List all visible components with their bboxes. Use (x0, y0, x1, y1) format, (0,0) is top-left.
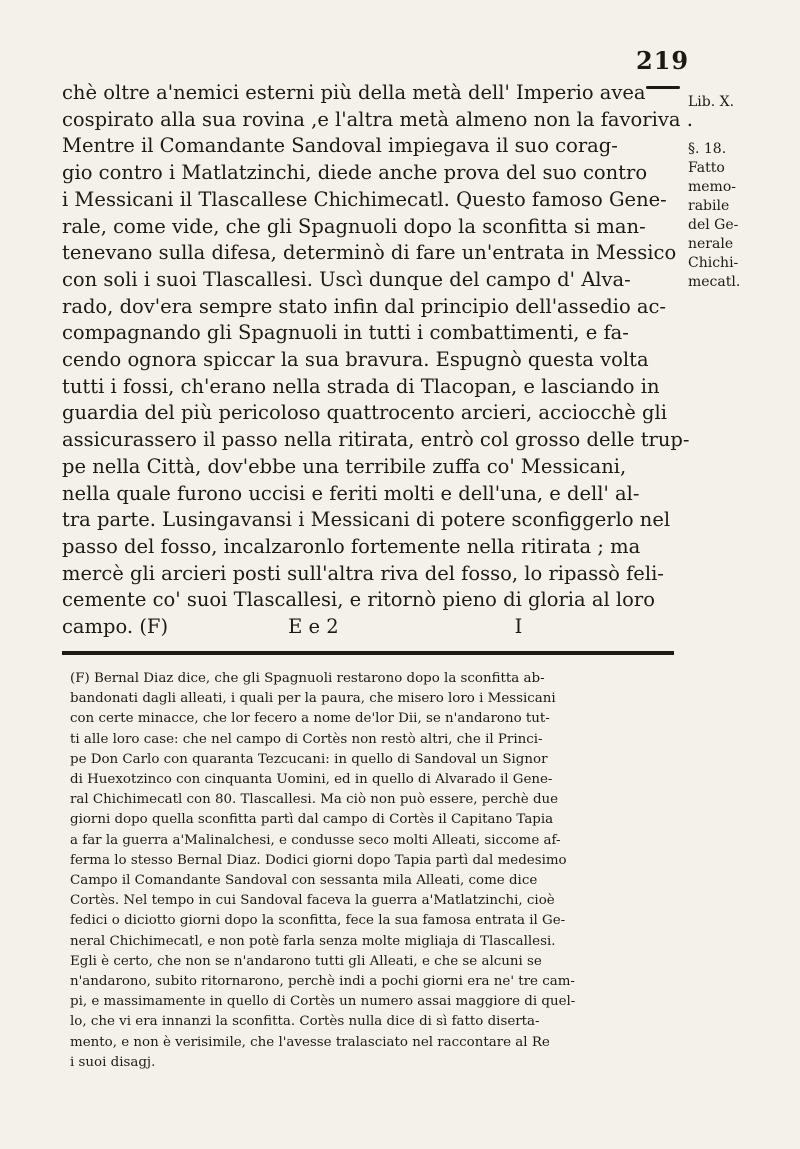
footnote-line: Campo il Comandante Sandoval con sessanta mila Alleati, come dice (70, 873, 538, 889)
margin-note: Fatto (688, 160, 725, 176)
footnote-line: ti alle loro case: che nel campo di Cortès non restò altri, che il Princi- (70, 731, 543, 747)
footnote-line: pi, e massimamente in quello di Cortès un numero assai maggiore di quel- (70, 994, 576, 1010)
signature-mark-2: I (514, 615, 523, 639)
text-line: chè oltre a'nemici esterni più della metà dell' Imperio avea (62, 81, 646, 104)
footnote-line: ferma lo stesso Bernal Diaz. Dodici giorni dopo Tapia partì dal medesimo (70, 852, 567, 868)
footnote-line: a far la guerra a'Malinalchesi, e condusse seco molti Alleati, siccome af- (70, 832, 561, 848)
footnote-line: di Huexotzinco con cinquanta Uomini, ed in quello di Alvarado il Gene- (70, 772, 553, 788)
footnote-line: ral Chichimecatl con 80. Tlascallesi. Ma ciò non può essere, perchè due (70, 792, 559, 808)
footnote-line: neral Chichimecatl, e non potè farla senza molte migliaja di Tlascallesi. (70, 933, 556, 949)
footnote-divider (62, 651, 674, 655)
footnote-line: con certe minacce, che lor fecero a nome de'lor Dii, se n'andarono tut- (70, 711, 550, 727)
text-line: rado, dov'era sempre stato infin dal principio dell'assedio ac- (62, 294, 667, 318)
text-line: cemente co' suoi Tlascallesi, e ritornò pieno di gloria al loro (62, 588, 655, 612)
page-number: 219 (636, 46, 690, 75)
main-text (62, 80, 693, 641)
footnote (70, 669, 676, 1073)
text-line: cospirato alla sua rovina ,e l'altra metà almeno non la favoriva . (62, 107, 693, 131)
text-line: cendo ognora spiccar la sua bravura. Espugnò questa volta (62, 348, 649, 372)
footnote-line: fedici o diciotto giorni dopo la sconfitta, fece la sua famosa entrata il Ge- (70, 913, 566, 929)
text-line: compagnando gli Spagnuoli in tutti i combattimenti, e fa- (62, 321, 629, 345)
footnote-line: i suoi disagj. (70, 1054, 156, 1070)
text-line-last (62, 614, 687, 641)
text-line: i Messicani il Tlascallese Chichimecatl. Questo famoso Gene- (62, 187, 667, 211)
text-line: Mentre il Comandante Sandoval impiegava il suo corag- (62, 134, 618, 158)
text-line: gio contro i Matlatzinchi, diede anche prova del suo contro (62, 161, 648, 185)
text-line: tutti i fossi, ch'erano nella strada di Tlacopan, e lasciando in (62, 374, 660, 398)
text-line: tra parte. Lusingavansi i Messicani di potere sconfiggerlo nel (62, 508, 671, 532)
signature-mark: E e 2 (288, 615, 339, 639)
margin-note: memo- (688, 179, 736, 195)
margin-note: Lib. X. (688, 94, 735, 110)
margin-note: del Ge- (688, 217, 739, 233)
text-line: nella quale furono uccisi e feriti molti e dell'una, e dell' al- (62, 481, 640, 505)
footnote-line: bandonati dagli alleati, i quali per la paura, che misero loro i Messicani (70, 691, 556, 707)
text-line: tenevano sulla difesa, determinò di fare un'entrata in Messico (62, 241, 677, 265)
margin-note: §. 18. (688, 141, 727, 157)
text-line: mercè gli arcieri posti sull'altra riva del fosso, lo ripassò feli- (62, 561, 664, 585)
footnote-line: (F) Bernal Diaz dice, che gli Spagnuoli restarono dopo la sconfitta ab- (70, 671, 545, 686)
text-line: con soli i suoi Tlascallesi. Uscì dunque del campo d' Alva- (62, 267, 631, 291)
margin-note: nerale (688, 236, 734, 252)
text-line: guardia del più pericoloso quattrocento arcieri, acciocchè gli (62, 401, 667, 425)
text-line: passo del fosso, incalzaronlo fortemente nella ritirata ; ma (62, 534, 641, 558)
last-line-text: campo. (F) (62, 615, 169, 639)
footnote-line: giorni dopo quella sconfitta partì dal campo di Cortès il Capitano Tapia (70, 812, 554, 828)
footnote-line: Egli è certo, che non se n'andarono tutti gli Alleati, e che se alcuni se (70, 953, 542, 969)
footnote-line: pe Don Carlo con quaranta Tezcucani: in quello di Sandoval un Signor (70, 751, 548, 767)
footnote-line: n'andarono, subito ritornarono, perchè indi a pochi giorni era ne' tre cam- (70, 974, 575, 990)
text-line: assicurassero il passo nella ritirata, entrò col grosso delle trup- (62, 428, 690, 452)
footnote-line: Cortès. Nel tempo in cui Sandoval faceva la guerra a'Matlatzinchi, cioè (70, 893, 555, 909)
margin-notes (688, 93, 798, 292)
footnote-line: mento, e non è verisimile, che l'avesse tralasciato nel raccontare al Re (70, 1034, 550, 1050)
footnote-line: lo, che vi era innanzi la sconfitta. Cortès nulla dice di sì fatto diserta- (70, 1014, 540, 1030)
margin-note: rabile (688, 198, 730, 214)
margin-note: Chichi- (688, 255, 739, 271)
margin-note: mecatl. (688, 274, 741, 290)
text-line: pe nella Città, dov'ebbe una terribile zuffa co' Messicani, (62, 454, 627, 478)
text-line: rale, come vide, che gli Spagnuoli dopo la sconfitta si man- (62, 214, 646, 238)
